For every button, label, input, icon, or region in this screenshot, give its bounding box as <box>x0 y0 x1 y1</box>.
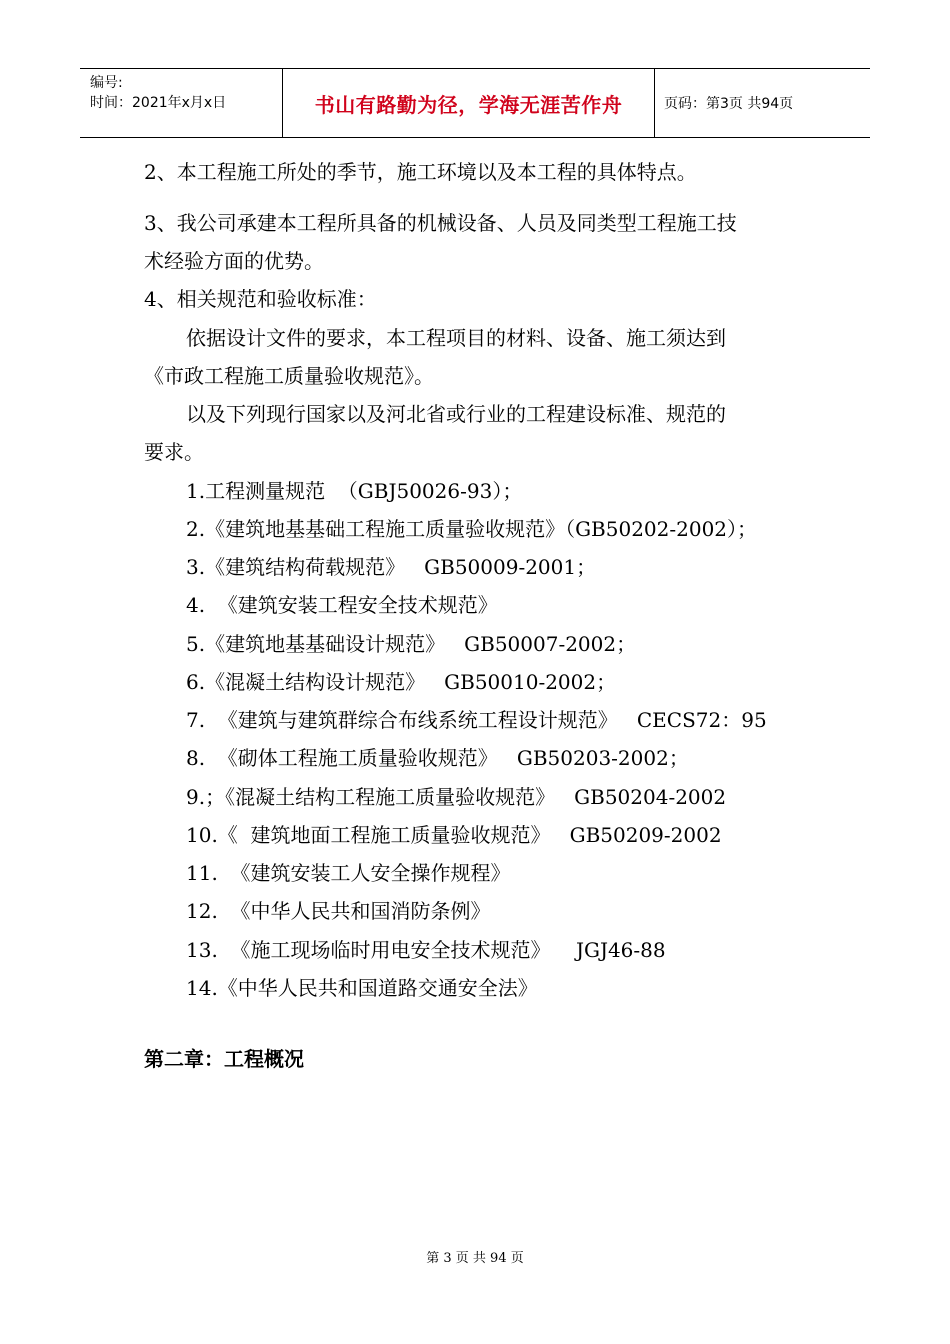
paragraph: 术经验方面的优势。 <box>144 249 324 273</box>
standard-item: 2.《建筑地基基础工程施工质量验收规范》（GB50202-2002）； <box>186 517 758 541</box>
standard-item: 12. 《中华人民共和国消防条例》 <box>186 899 491 923</box>
standard-item: 4. 《建筑安装工程安全技术规范》 <box>186 593 498 617</box>
standard-item: 9.；《混凝土结构工程施工质量验收规范》 GB50204-2002 <box>186 785 727 809</box>
page-footer: 第 3 页 共 94 页 <box>426 1251 524 1266</box>
standard-item: 10.《 建筑地面工程施工质量验收规范》 GB50209-2002 <box>186 823 722 847</box>
standard-item: 7. 《建筑与建筑群综合布线系统工程设计规范》 CECS72：95 <box>186 708 767 732</box>
standard-item: 5.《建筑地基基础设计规范》 GB50007-2002； <box>186 632 637 656</box>
standard-item: 3.《建筑结构荷载规范》 GB50009-2001； <box>186 555 597 579</box>
standard-item: 8. 《砌体工程施工质量验收规范》 GB50203-2002； <box>186 746 689 770</box>
paragraph: 以及下列现行国家以及河北省或行业的工程建设标准、规范的 <box>186 402 726 426</box>
paragraph: 依据设计文件的要求，本工程项目的材料、设备、施工须达到 <box>186 326 726 350</box>
number-label: 编号: <box>90 75 123 91</box>
standard-item: 14.《中华人民共和国道路交通安全法》 <box>186 976 538 1000</box>
motto-text: 书山有路勤为径，学海无涯苦作舟 <box>314 92 623 117</box>
standard-item: 6.《混凝土结构设计规范》 GB50010-2002； <box>186 670 617 694</box>
standard-item: 13. 《施工现场临时用电安全技术规范》 JGJ46-88 <box>186 938 666 962</box>
paragraph: 《市政工程施工质量验收规范》。 <box>144 364 434 388</box>
paragraph: 2、本工程施工所处的季节，施工环境以及本工程的具体特点。 <box>144 160 697 184</box>
date-line: 时间：2021年x月x日 <box>90 95 227 111</box>
chapter-title: 第二章：工程概况 <box>144 1047 304 1071</box>
paragraph: 3、我公司承建本工程所具备的机械设备、人员及同类型工程施工技 <box>144 211 737 235</box>
page-info: 页码：第3页 共94页 <box>664 96 794 112</box>
standard-item: 1.工程测量规范 （GBJ50026-93）； <box>186 479 523 503</box>
paragraph: 要求。 <box>144 440 204 464</box>
standard-item: 11. 《建筑安装工人安全操作规程》 <box>186 861 511 885</box>
paragraph: 4、相关规范和验收标准： <box>144 287 377 311</box>
